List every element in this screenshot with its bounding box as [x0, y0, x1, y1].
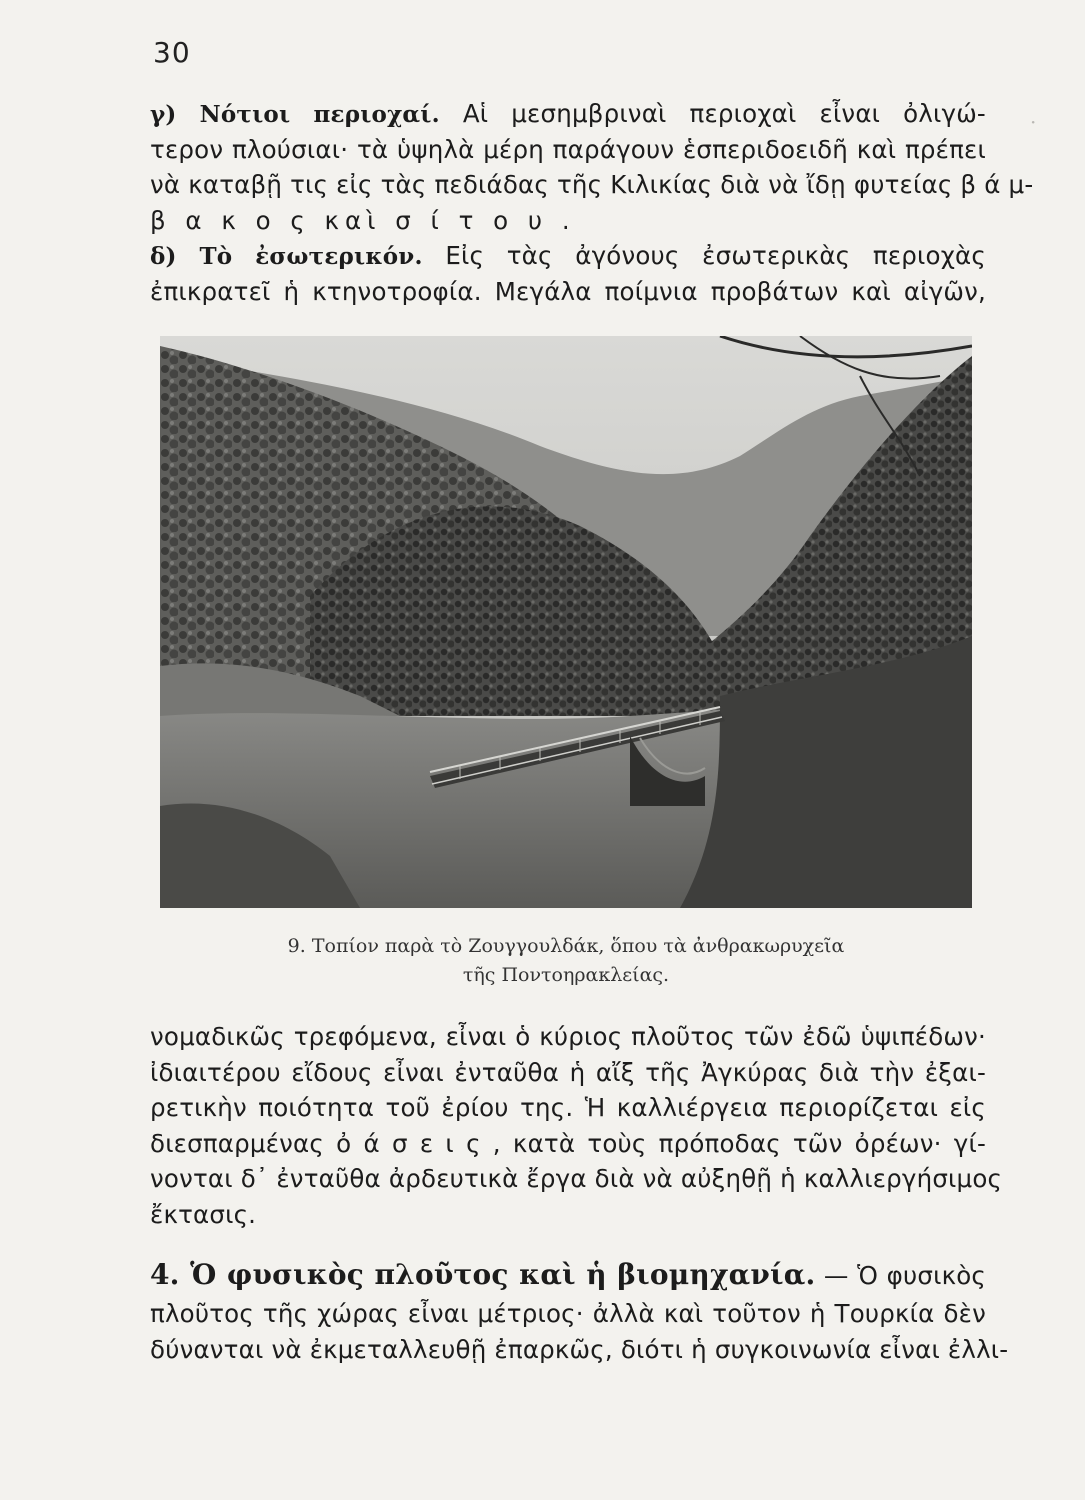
figure-caption-line-2: τῆς Ποντοηρακλείας.: [462, 964, 670, 986]
middle-line-2: ἰδιαιτέρου εἴδους εἶναι ἐνταῦθα ἡ αἴξ τῆς Ἀγκύρας διὰ τὴν ἐξαι-: [150, 1057, 986, 1087]
section-4-line-1: 4. Ὁ φυσικὸς πλοῦτος καὶ ἡ βιομηχανία. — Ὁ φυσικὸς: [150, 1258, 986, 1291]
delta-heading: δ) Τὸ ἐσωτερικόν.: [150, 243, 423, 270]
top-paragraph: [150, 96, 1034, 309]
gamma-heading: γ) Νότιοι περιοχαί.: [150, 101, 440, 128]
section-4: [150, 1254, 1009, 1367]
figure-caption-line-1: 9. Τοπίον παρὰ τὸ Ζουγγουλδάκ, ὅπου τὰ ἀνθρακωρυχεῖα: [287, 935, 845, 957]
middle-paragraph: [150, 1019, 1003, 1232]
gamma-line-2: τερον πλούσιαι· τὰ ὑψηλὰ μέρη παράγουν ἑσπεριδοειδῆ καὶ πρέπει: [150, 134, 986, 164]
landscape-photo: [160, 336, 972, 908]
middle-line-3: ρετικὴν ποιότητα τοῦ ἐρίου της. Ἡ καλλιέργεια περιορίζεται εἰς: [150, 1093, 986, 1122]
gamma-line-4: β α κ ο ς καὶ σ ί τ ο υ .: [150, 205, 576, 235]
section-4-line-2: πλοῦτος τῆς χώρας εἶναι μέτριος· ἀλλὰ καὶ τοῦτον ἡ Τουρκία δὲν: [150, 1299, 986, 1328]
middle-line-5: νονται δ᾽ ἐνταῦθα ἀρδευτικὰ ἔργα διὰ νὰ αὐξηθῇ ἡ καλλιεργήσιμος: [150, 1164, 1003, 1193]
landscape-illustration: [160, 336, 972, 908]
gamma-line-1: γ) Νότιοι περιοχαί. Αἱ μεσημβριναὶ περιοχαὶ εἶναι ὀλιγώ-: [150, 99, 986, 128]
middle-line-1: νομαδικῶς τρεφόμενα, εἶναι ὁ κύριος πλοῦτος τῶν ἐδῶ ὑψιπέδων·: [150, 1022, 986, 1051]
middle-line-6: ἔκτασις.: [150, 1199, 257, 1229]
delta-line-2: ἐπικρατεῖ ἡ κτηνοτροφία. Μεγάλα ποίμνια προβάτων καὶ αἰγῶν,: [150, 276, 986, 306]
section-4-line-3: δύνανται νὰ ἐκμεταλλευθῇ ἐπαρκῶς, διότι ἡ συγκοινωνία εἶναι ἐλλι-: [150, 1334, 1009, 1364]
page-number: 30: [153, 36, 191, 69]
middle-line-4: διεσπαρμένας ὀ ά σ ε ι ς , κατὰ τοὺς πρόποδας τῶν ὀρέων· γί-: [150, 1128, 986, 1158]
gamma-line-3: νὰ καταβῇ τις εἰς τὰς πεδιάδας τῆς Κιλικίας διὰ νὰ ἴδῃ φυτείας β ά μ-: [150, 170, 1034, 199]
show-through-mark: ·: [1030, 110, 1037, 134]
section-4-heading: 4. Ὁ φυσικὸς πλοῦτος καὶ ἡ βιομηχανία.: [150, 1258, 816, 1291]
delta-line-1: δ) Τὸ ἐσωτερικόν. Εἰς τὰς ἀγόνους ἐσωτερικὰς περιοχὰς: [150, 241, 986, 270]
